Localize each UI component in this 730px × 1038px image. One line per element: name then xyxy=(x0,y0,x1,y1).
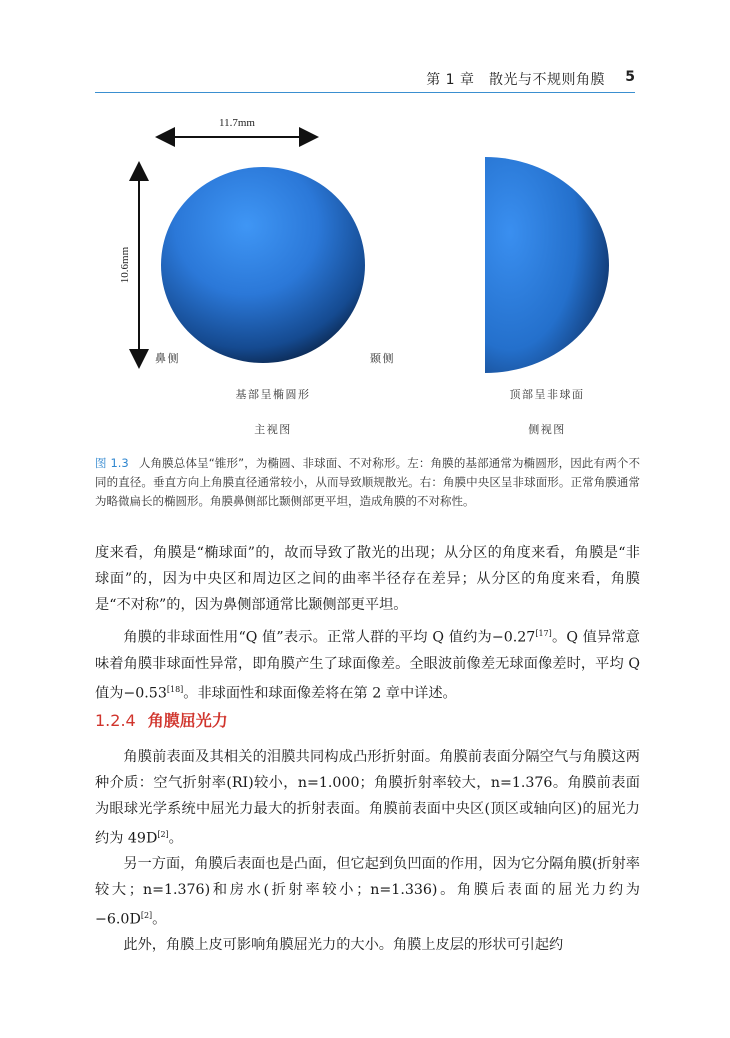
paragraph-3-text-a: 角膜前表面及其相关的泪膜共同构成凸形折射面。角膜前表面分隔空气与角膜这两种介质：空气折射率(RI)较小，n=1.000；角膜折射率较大，n=1.376。角膜前表面为眼球光学系统中屈光力最大的折射表面。角膜前表面中央区(顶区或轴向区)的屈光力约为 49D xyxy=(95,749,640,847)
side-view-caption-2: 侧视图 xyxy=(528,423,566,436)
paragraph-4-text-b: 。 xyxy=(152,911,167,928)
citation: [18] xyxy=(166,684,184,694)
page-header xyxy=(95,66,635,93)
front-view-caption-2: 主视图 xyxy=(254,423,292,436)
height-label: 10.6mm xyxy=(119,246,131,284)
paragraph-3-text-b: 。 xyxy=(168,830,183,847)
paragraph-2-text-b: 。Q 值异常意味着角膜非球面性异常，即角膜产生了球面像差。全眼波前像差无球面像差时，平均 Q 值为−0.53 xyxy=(95,629,640,702)
side-view-cornea xyxy=(485,157,609,373)
section-number: 1.2.4 xyxy=(95,711,136,730)
citation: [17] xyxy=(535,629,552,638)
front-view-caption-1: 基部呈椭圆形 xyxy=(235,388,311,401)
section-heading xyxy=(95,708,228,731)
page-number: 5 xyxy=(625,69,635,85)
paragraph-2-text-a: 角膜的非球面性用“Q 值”表示。正常人群的平均 Q 值约为−0.27 xyxy=(123,629,536,646)
front-view-cornea xyxy=(161,167,365,363)
figure-number: 图 1.3 xyxy=(95,456,129,470)
side-view-caption-1: 顶部呈非球面 xyxy=(509,388,585,401)
width-label: 11.7mm xyxy=(219,117,255,129)
citation: [2] xyxy=(140,911,153,920)
figure-caption-text: 人角膜总体呈“锥形”，为椭圆、非球面、不对称形。左：角膜的基部通常为椭圆形，因此有两个不同的直径。垂直方向上角膜直径通常较小，从而导致顺规散光。右：角膜中央区呈非球面形。正常角膜通常为略微扁长的椭圆形。角膜鼻侧部比颞侧部更平坦，造成角膜的不对称性。 xyxy=(95,456,640,508)
paragraph-5: 此外，角膜上皮可影响角膜屈光力的大小。角膜上皮层的形状可引起约 xyxy=(123,937,564,953)
paragraph-2-text-c: 。非球面性和球面像差将在第 2 章中详述。 xyxy=(183,685,457,702)
nasal-label: 鼻侧 xyxy=(155,352,180,365)
cornea-figure xyxy=(95,105,635,445)
citation: [2] xyxy=(157,830,169,839)
figure-caption xyxy=(95,454,640,511)
paragraph-4 xyxy=(95,851,640,933)
chapter-title: 第 1 章 散光与不规则角膜 xyxy=(426,72,605,88)
paragraph-3 xyxy=(95,744,640,852)
paragraph-2 xyxy=(95,621,640,706)
paragraph-4-text-a: 另一方面，角膜后表面也是凸面，但它起到负凹面的作用，因为它分隔角膜(折射率较大；n=1.376)和房水(折射率较小；n=1.336)。角膜后表面的屈光力约为−6.0D xyxy=(95,856,640,928)
paragraph-1: 度来看，角膜是“椭球面”的，故而导致了散光的出现；从分区的角度来看，角膜是“非球面”的，因为中央区和周边区之间的曲率半径存在差异；从分区的角度来看，角膜是“不对称”的，因为鼻侧部通常比颞侧部更平坦。 xyxy=(95,545,640,613)
temporal-label: 颞侧 xyxy=(370,352,395,365)
section-title: 角膜屈光力 xyxy=(147,711,228,730)
